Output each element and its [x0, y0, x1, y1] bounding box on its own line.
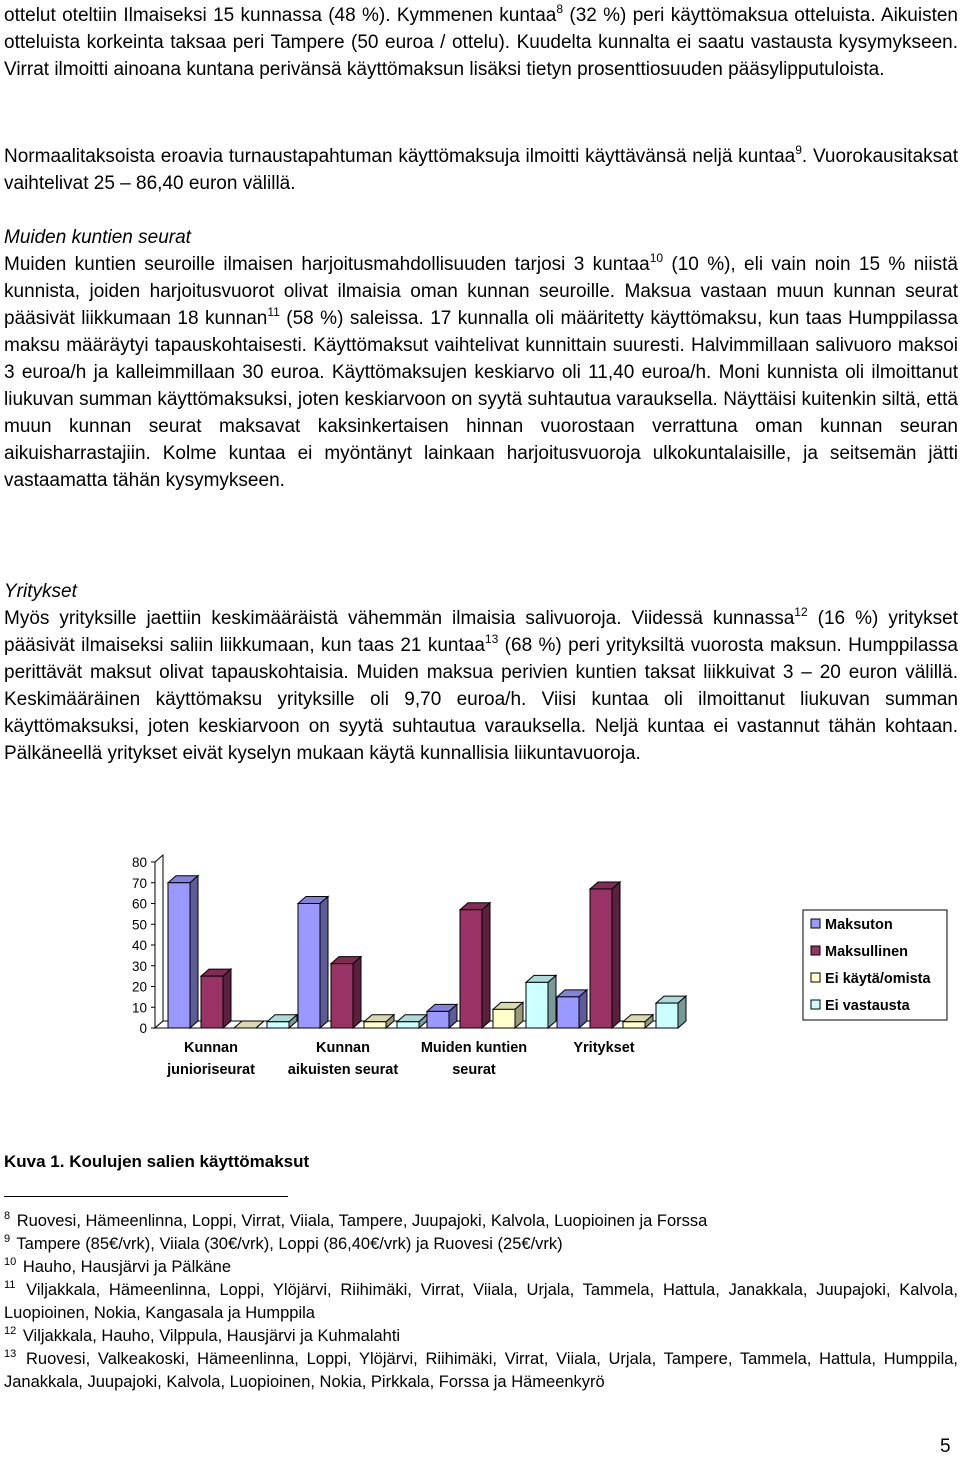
bar [201, 976, 223, 1028]
bar [460, 910, 482, 1028]
legend-swatch [811, 946, 820, 955]
legend-label: Maksullinen [825, 944, 908, 960]
bar [656, 1003, 678, 1028]
y-tick-label: 60 [131, 896, 147, 912]
x-category-label: seurat [452, 1062, 496, 1078]
figure-caption: Kuva 1. Koulujen salien käyttömaksut [4, 1152, 310, 1171]
y-tick-label: 40 [131, 938, 147, 953]
footnote-8 [4, 1210, 958, 1233]
section-heading-muiden-kuntien-seurat: Muiden kuntien seurat [4, 227, 191, 248]
chart-canvas [0, 840, 960, 1090]
section-heading-yritykset: Yritykset [4, 581, 77, 602]
footnote-number: 9 [4, 1232, 11, 1245]
footnote-ref[interactable]: 13 [484, 631, 499, 646]
y-tick-label: 0 [139, 1021, 147, 1036]
y-tick-label: 70 [131, 875, 147, 891]
bar [168, 883, 190, 1028]
footnote-number: 13 [4, 1347, 17, 1360]
footnote-ref[interactable]: 9 [795, 142, 802, 157]
bar [364, 1022, 386, 1028]
legend-swatch [811, 973, 820, 982]
legend-label: Maksuton [825, 917, 893, 933]
paragraph-text: Muiden kuntien seuroille ilmaisen harjoitusmahdollisuuden tarjosi 3 kuntaa [4, 254, 650, 275]
bar [493, 1009, 515, 1028]
paragraph-muiden-kuntien-seurat [4, 251, 958, 494]
y-tick-label: 30 [131, 958, 147, 974]
bar-side [612, 882, 620, 1028]
footnote-11 [4, 1279, 958, 1325]
footnote-number: 10 [4, 1255, 17, 1268]
bar [590, 889, 612, 1028]
footnote-text: Viljakkala, Hauho, Vilppula, Hausjärvi ja Kuhmalahti [18, 1327, 401, 1345]
x-category-label: aikuisten seurat [287, 1062, 399, 1078]
footnote-10 [4, 1256, 958, 1279]
paragraph-text: Normaalitaksoista eroavia turnaustapahtuman käyttömaksuja ilmoitti käyttävänsä neljä kuntaa [4, 146, 796, 167]
bar-side [482, 903, 490, 1028]
bar-side [320, 897, 328, 1029]
paragraph-text: (16 %) yritykset pääsivät ilmaiseksi saliin liikkumaan, kun taas 21 kuntaa [4, 608, 958, 656]
legend-swatch [811, 1000, 820, 1009]
bar [298, 904, 320, 1029]
legend-label: Ei käytä/omista [825, 971, 931, 987]
bar-side [548, 975, 556, 1028]
footnote-text: Ruovesi, Hämeenlinna, Loppi, Virrat, Viiala, Tampere, Juupajoki, Kalvola, Luopioinen ja Forssa [12, 1212, 708, 1230]
footnote-text: Tampere (85€/vrk), Viiala (30€/vrk), Loppi (86,40€/vrk) ja Ruovesi (25€/vrk) [12, 1235, 563, 1253]
y-tick-label: 20 [131, 979, 147, 995]
bar [526, 982, 548, 1028]
bar-side [223, 969, 231, 1028]
y-tick-label: 80 [131, 855, 147, 870]
paragraph-text: (32 %) peri käyttömaksua otteluista. Aikuisten otteluista korkeinta taksaa peri Tampere (50 euroa / ottelu). Kuudelta kunnalta ei saatu vastausta kysymykseen. Virrat ilmoitti ainoana kuntana perivänsä käyttömaksun lisäksi tietyn prosenttiosuuden pääsylipputuloista. [4, 5, 958, 80]
chart-side-wall [155, 855, 163, 1028]
bar [267, 1022, 289, 1028]
paragraph-text: (58 %) saleissa. 17 kunnalla oli määritetty käyttömaksu, kun taas Humppilassa maksu määräytyi tapauskohtaisesti. Käyttömaksut vaihtelivat kunnittain suuresti. Halvimmillaan salivuoro maksoi 3 euroa/h ja kalleimmillaan 30 euroa. Käyttömaksujen keskiarvo oli 11,40 euroa/h. Moni kunnista oli ilmoittanut liukuvan summan käyttömaksuksi, joten keskiarvoon on syytä suhtautua varauksella. Näyttäisi kuitenkin siltä, että muun kunnan seurat maksavat kaksinkertaisen hinnan vuorostaan verrattuna oman kunnan seuran aikuisharrastajiin. Kolme kuntaa ei myöntänyt lainkaan harjoitusvuoroja ulkokuntalaisille, ja seitsemän jätti vastaamatta tähän kysymykseen. [4, 308, 958, 491]
bar [397, 1022, 419, 1028]
paragraph-text: Myös yrityksille jaettiin keskimääräistä vähemmän ilmaisia salivuoroja. Viidessä kunnassa [4, 608, 795, 629]
footnote-text: Viljakkala, Hämeenlinna, Loppi, Ylöjärvi, Riihimäki, Virrat, Viiala, Urjala, Tammela, Hattula, Janakkala, Juupajoki, Kalvola, Luopioinen, Nokia, Kangasala ja Humppila [4, 1281, 958, 1322]
footnote-separator [4, 1196, 288, 1197]
footnote-ref[interactable]: 11 [267, 304, 280, 319]
paragraph-turnaustaksat [4, 143, 958, 197]
footnote-ref[interactable]: 10 [649, 250, 664, 265]
paragraph-otteluiden-maksut [4, 2, 958, 83]
x-category-label: Kunnan [184, 1040, 238, 1056]
bar [623, 1022, 645, 1028]
y-tick-label: 50 [131, 917, 147, 933]
bar [557, 997, 579, 1028]
bar [427, 1011, 449, 1028]
footnote-number: 8 [4, 1209, 11, 1222]
footnote-13 [4, 1348, 958, 1394]
paragraph-text: . Vuorokausitaksat vaihtelivat 25 – 86,40 euron välillä. [4, 146, 958, 194]
x-category-label: junioriseurat [167, 1062, 255, 1078]
footnote-text: Hauho, Hausjärvi ja Pälkäne [18, 1258, 232, 1276]
footnote-number: 12 [4, 1324, 17, 1337]
legend-swatch [811, 919, 820, 928]
footnote-12 [4, 1325, 958, 1348]
bar-chart [0, 840, 960, 1090]
bar-side [353, 957, 361, 1028]
footnote-9 [4, 1233, 958, 1256]
footnote-text: Ruovesi, Valkeakoski, Hämeenlinna, Loppi, Ylöjärvi, Riihimäki, Virrat, Viiala, Urjala, Tampere, Tammela, Hattula, Humppila, Janakkala, Juupajoki, Kalvola, Luopioinen, Nokia, Pirkkala, Forssa ja Hämeenkyrö [4, 1350, 958, 1391]
x-category-label: Muiden kuntien [420, 1040, 528, 1056]
bar-side [190, 876, 198, 1028]
bar-side [579, 990, 587, 1028]
paragraph-text: (68 %) peri yrityksiltä vuorosta maksun. Humppilassa perittävät maksut olivat tapauskohtaisia. Muiden maksua perivien kuntien taksat liikkuivat 3 – 20 euron välillä. Keskimääräinen käyttömaksu yrityksille oli 9,70 euroa/h. Viisi kuntaa oli ilmoittanut liukuvan summan käyttömaksuksi, joten keskiarvoon on syytä suhtautua varauksella. Neljä kuntaa ei vastannut tähän kohtaan. Pälkäneellä yritykset eivät kyselyn mukaan käytä kunnallisia liikuntavuoroja. [4, 635, 958, 764]
bar [331, 964, 353, 1028]
y-tick-label: 10 [131, 1000, 147, 1016]
legend-label: Ei vastausta [825, 998, 910, 1014]
x-category-label: Yritykset [573, 1040, 635, 1056]
footnote-ref[interactable]: 8 [556, 1, 564, 16]
x-category-label: Kunnan [316, 1040, 370, 1056]
paragraph-text: ottelut oteltiin Ilmaiseksi 15 kunnassa (48 %). Kymmenen kuntaa [4, 5, 557, 26]
paragraph-text: (10 %), eli vain noin 15 % niistä kunnista, joiden harjoitusvuorot olivat ilmaisia oman kunnan seuroille. Maksua vastaan muun kunnan seurat pääsivät liikkumaan 18 kunnan [4, 254, 958, 329]
footnote-ref[interactable]: 12 [794, 604, 808, 619]
page-number: 5 [940, 1436, 951, 1457]
footnote-number: 11 [4, 1278, 16, 1291]
paragraph-yritykset [4, 605, 958, 767]
